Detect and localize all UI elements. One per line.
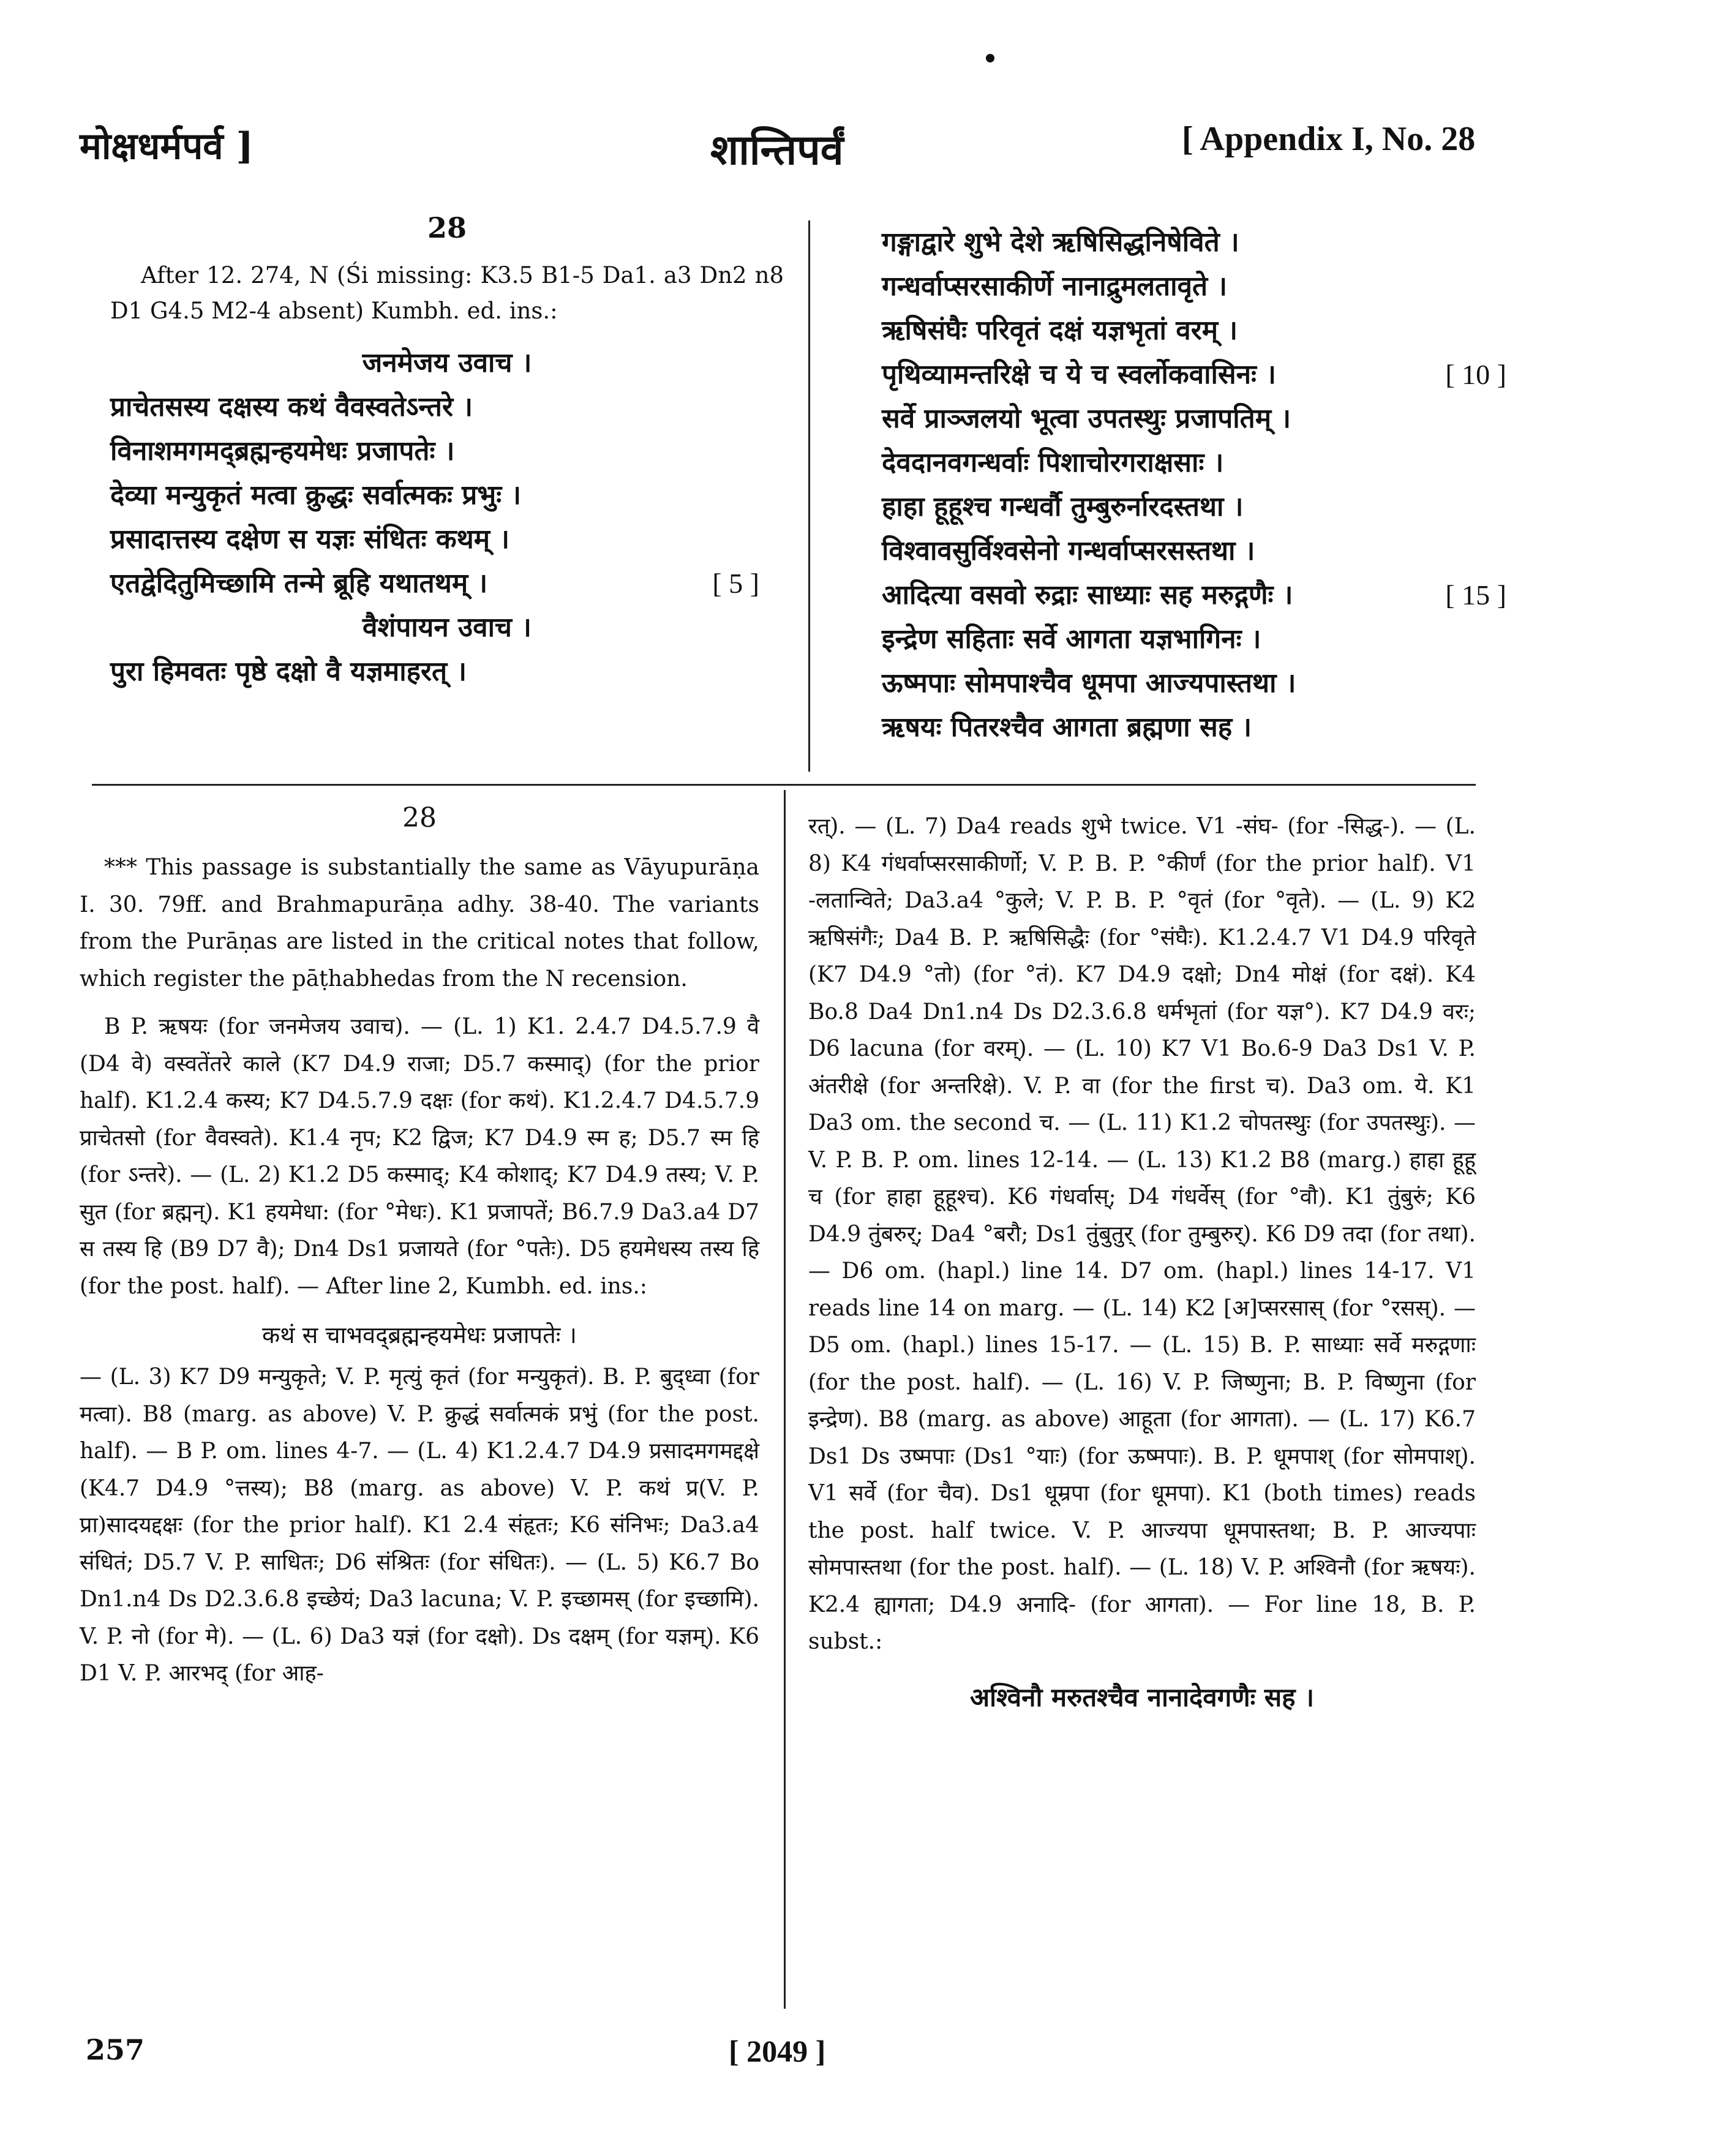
running-head-appendix: [ Appendix I, No. 28 [1182,120,1476,158]
verse-line [882,529,1506,573]
verse-line [110,517,784,562]
verse-lines-right [882,220,1506,750]
verse-text: ऊष्मपाः सोमपाश्चैव धूमपा आज्यपास्तथा । [882,668,1296,699]
verse-line [110,429,784,473]
verse-text: देवदानवगन्धर्वाः पिशाचोरगराक्षसाः । [882,447,1224,478]
verse-line [882,265,1506,309]
text-notes-divider [92,784,1476,786]
verse-line [110,650,784,694]
verse-line [110,385,784,429]
verse-text: एतद्वेदितुमिच्छामि तन्मे ब्रूहि यथातथम् । [110,568,488,599]
verse-text: पृथिव्यामन्तरिक्षे च ये च स्वर्लोकवासिनः । [882,359,1276,390]
verse-text: हाहा हूहूश्च गन्धर्वौ तुम्बुरुर्नारदस्तथा । [882,491,1244,522]
verse-text: देव्या मन्युकृतं मत्वा क्रुद्धः सर्वात्मकः प्रभुः । [110,480,522,511]
verse-text: जनमेजय उवाच । [362,347,532,378]
verse-text: आदित्या वसवो रुद्राः साध्याः सह मरुद्गणैः । [882,579,1293,611]
verse-number: [ 10 ] [1445,359,1506,390]
notes-column-left [80,802,759,1693]
verse-text: विश्वावसुर्विश्वसेनो गन्धर्वाप्सरसस्तथा । [882,535,1255,566]
verse-line [110,473,784,517]
notes-right-body [808,808,1476,1714]
verse-text: प्राचेतसस्य दक्षस्य कथं वैवस्वतेऽन्तरे । [110,391,473,423]
verse-line [882,617,1506,661]
verse-line [882,485,1506,529]
verse-line [882,661,1506,706]
verse-lines-left [110,341,784,694]
edition-page-number: [ 2049 ] [729,2034,826,2068]
passage-intro: After 12. 274, N (Śi missing: K3.5 B1-5 Da1. a3 Dn2 n8 D1 G4.5 M2-4 absent) Kumbh. ed. ins.: [110,262,784,324]
verse-line [882,573,1506,617]
verse-text: सर्वे प्राञ्जलयो भूत्वा उपतस्थुः प्रजापतिम् । [882,403,1291,434]
critical-note: B P. ऋषयः (for जनमेजय उवाच). — (L. 1) K1. 2.4.7 D4.5.7.9 वै (D4 वे) वस्वतेंतरे काले (K7 D4.9 राजा; D5.7 कस्माद्) (for the prior half). K1.2.4 कस्य; K7 D4.5.7.9 दक्षः (for कथं). K1.2.4.7 D4.5.7.9 प्राचेतसो (for वैवस्वते). K1.4 नृप; K2 द्विज; K7 D4.9 स्म ह; D5.7 स्म हि (for ऽन्तरे). — (L. 2) K1.2 D5 कस्माद्; K4 कोशाद्; K7 D4.9 तस्य; V. P. सुत (for ब्रह्मन्). K1 हयमेधा: (for °मेधः). K1 प्रजापतें; B6.7.9 Da3.a4 D7 स तस्य हि (B9 D7 वै); Dn4 Ds1 प्रजायते (for °पतेः). D5 हयमेधस्य तस्य हि (for the post. half). — After line 2, Kumbh. ed. ins.: [80,1014,759,1299]
verse-line [110,562,784,606]
critical-note: रत्). — (L. 7) Da4 reads शुभे twice. V1 -संघ- (for -सिद्ध-). — (L. 8) K4 गंधर्वाप्सरसाकीर्णो; V. P. B. P. °कीर्णं (for the prior half). V1 -लतान्विते; Da3.a4 °कुले; V. P. B. P. °वृतं (for °वृते). — (L. 9) K2 ऋषिसंगैः; Da4 B. P. ऋषिसिद्धैः (for °संघैः). K1.2.4.7 V1 D4.9 परिवृते (K7 D4.9 °तो) (for °तं). K7 D4.9 दक्षो; Dn4 मोक्षं (for दक्षं). K4 Bo.8 Da4 Dn1.n4 Ds D2.3.6.8 धर्मभृतां (for यज्ञ°). K7 D4.9 वरः; D6 lacuna (for वरम्). — (L. 10) K7 V1 Bo.6-9 Da3 Ds1 V. P. अंतरीक्षे (for अन्तरिक्षे). V. P. वा (for the first च). Da3 om. ये. K1 Da3 om. the second च. — (L. 11) K1.2 चोपतस्थुः (for उपतस्थुः). — V. P. B. P. om. lines 12-14. — (L. 13) K1.2 B8 (marg.) हाहा हूहू च (for हाहा हूहूश्च). K6 गंधर्वास्; D4 गंधर्वेस् (for °वौ). K1 तुंबुरुं; K6 D4.9 तुंबरुर्; Da4 °बरौ; Ds1 तुंबुतुर् (for तुम्बुरुर्). K6 D9 तदा (for तथा). — D6 om. (hapl.) line 14. D7 om. (hapl.) lines 14-17. V1 reads line 14 on marg. — (L. 14) K2 [अ]प्सरसास् (for °रसस्). — D5 om. (hapl.) lines 15-17. — (L. 15) B. P. साध्याः सर्वे मरुद्गणाः (for the post. half). — (L. 16) V. P. जिष्णुना; B. P. विष्णुना (for इन्द्रेण). B8 (marg. as above) आहूता (for आगता). — (L. 17) K6.7 Ds1 Ds उष्मपाः (Ds1 °याः) (for ऊष्मपाः). B. P. धूमपाश् (for सोमपाश्). V1 सर्वे (for चैव). Ds1 धूम्रपा (for धूमपा). K1 (both times) reads the post. half twice. V. P. आज्यपा धूमपास्तथा; B. P. आज्यपाः सोमपास्तथा (for the post. half). — (L. 18) V. P. अश्विनौ (for ऋषयः). K2.4 ह्यागता; D4.9 अनादि- (for आगता). — For line 18, B. P. subst.: [808,814,1476,1654]
verse-text: वैशंपायन उवाच । [363,612,532,643]
passage-number: 28 [427,211,467,244]
cited-verse: अश्विनौ मरुतश्चैव नानादेवगणैः सह । [969,1682,1315,1712]
verse-text: ऋषयः पितरश्चैव आगता ब्रह्मणा सह । [882,712,1252,743]
running-head-title: शान्तिपर्वं [710,126,844,175]
verse-number: [ 15 ] [1445,579,1506,611]
verse-text: इन्द्रेण सहिताः सर्वे आगता यज्ञभागिनः । [882,623,1261,655]
verse-line [882,441,1506,485]
critical-note: *** This passage is substantially the same as Vāyupurāṇa I. 30. 79ff. and Brahmapurāṇa adhy. 38-40. The variants from the Purāṇas are listed in the critical notes that follow, which register the pāṭhabhedas from the N recension. [80,855,759,991]
verse-text: गन्धर्वाप्सरसाकीर्णे नानाद्रुमलतावृते । [882,271,1228,302]
ink-dot [986,54,994,62]
verse-text: विनाशमगमद्ब्रह्मन्हयमेधः प्रजापतेः । [110,435,455,467]
notes-number: 28 [402,802,437,833]
text-column-left [110,211,784,694]
speaker-line [110,606,784,650]
speaker-line [110,341,784,385]
text-column-right [882,220,1506,750]
notes-left-body [80,849,759,1693]
running-head-parvan: मोक्षधर्मपर्व ] [80,125,254,168]
verse-line [882,220,1506,265]
page-number: 257 [86,2033,145,2066]
verse-text: गङ्गाद्वारे शुभे देशे ऋषिसिद्धनिषेविते । [882,227,1239,258]
cited-verse: कथं स चाभवद्ब्रह्मन्हयमेधः प्रजापतेः । [262,1322,577,1349]
verse-line [882,706,1506,750]
verse-line [882,309,1506,353]
verse-text: पुरा हिमवतः पृष्ठे दक्षो वै यज्ञमाहरत् । [110,656,467,687]
column-divider-top [808,220,810,772]
verse-line [882,353,1506,397]
column-divider-notes [784,790,786,2009]
verse-number: [ 5 ] [712,568,759,599]
verse-text: ऋषिसंघैः परिवृतं दक्षं यज्ञभृतां वरम् । [882,315,1238,346]
notes-column-right [808,808,1476,1723]
critical-note: — (L. 3) K7 D9 मन्युकृते; V. P. मृत्युं कृतं (for मन्युकृतं). B. P. बुद्ध्वा (for मत्वा). B8 (marg. as above) V. P. क्रुद्धं सर्वात्मकं प्रभुं (for the post. half). — B P. om. lines 4-7. — (L. 4) K1.2.4.7 D4.9 प्रसादमगमद्दक्षे (K4.7 D4.9 °त्तस्य); B8 (marg. as above) V. P. कथं प्र(V. P. प्रा)सादयद्दक्षः (for the prior half). K1 2.4 संहृतः; K6 संनिभः; Da3.a4 संधितं; D5.7 V. P. साधितः; D6 संश्रितः (for संधितः). — (L. 5) K6.7 Bo Dn1.n4 Ds D2.3.6.8 इच्छेयं; Da3 lacuna; V. P. इच्छामस् (for इच्छामि). V. P. नो (for मे). — (L. 6) Da3 यज्ञं (for दक्षो). Ds दक्षम् (for यज्ञम्). K6 D1 V. P. आरभद् (for आह- [80,1364,759,1686]
verse-line [882,397,1506,441]
verse-text: प्रसादात्तस्य दक्षेण स यज्ञः संधितः कथम् । [110,524,510,555]
